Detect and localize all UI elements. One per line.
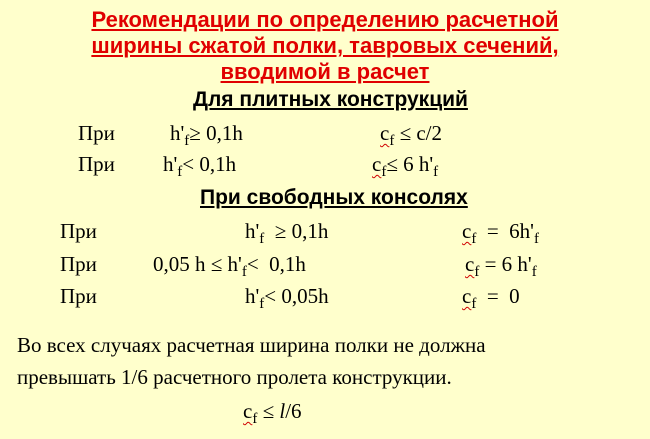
condition-rest: < 0,1h <box>246 252 306 276</box>
result <box>372 151 439 180</box>
condition <box>245 218 329 247</box>
subscript: f <box>531 264 537 280</box>
result-var: $c_f$ <box>380 121 395 149</box>
condition <box>163 151 237 180</box>
subscript: f <box>259 296 265 312</box>
result <box>462 283 520 312</box>
result <box>465 251 537 280</box>
condition <box>245 283 329 312</box>
result-rest: = 6 h' <box>479 252 532 276</box>
result-rest: ≤ 6 h' <box>386 152 434 176</box>
formula-rest: /6 <box>285 399 302 423</box>
subscript: f <box>184 133 190 149</box>
title-line-2: ширины сжатой полки, тавровых сечений, <box>91 33 559 58</box>
subscript: f <box>177 164 183 180</box>
result-var: $c_f$ <box>465 252 480 280</box>
note-line-1: Во всех случаях расчетная ширина полки не должна <box>17 333 486 357</box>
subscript: f <box>533 231 539 247</box>
title-line-3: вводимой в расчет <box>220 59 430 84</box>
subscript: f <box>433 164 439 180</box>
final-formula <box>243 398 302 427</box>
condition-var: h' <box>245 284 260 308</box>
result-rest: ≤ c/2 <box>394 121 443 145</box>
section-heading-cantilever: При свободных консолях <box>200 186 468 209</box>
condition-rest: < 0,05h <box>264 284 329 308</box>
row-label: При <box>60 252 97 276</box>
condition-rest: ≥ 0,1h <box>264 219 329 243</box>
result-rest: = 0 <box>476 284 520 308</box>
row-label: При <box>60 284 97 308</box>
result-rest: = 6h' <box>476 219 534 243</box>
result-var: $c_f$ <box>462 219 477 247</box>
title-line-1: Рекомендации по определению расчетной <box>91 7 559 32</box>
formula-rhs: l <box>279 399 286 423</box>
condition-rest: ≥ 0,1h <box>189 121 243 145</box>
row-label: При <box>78 121 115 145</box>
condition-var: 0,05 h ≤ h' <box>153 252 242 276</box>
condition <box>153 251 306 280</box>
condition <box>170 120 243 149</box>
formula-relation: ≤ <box>257 399 280 423</box>
row-label: При <box>60 219 97 243</box>
row-label: При <box>78 152 115 176</box>
condition-var: h' <box>170 121 185 145</box>
result-var: $c_f$ <box>372 152 387 180</box>
formula-var: $c_f$ <box>243 399 258 427</box>
condition-var: h' <box>163 152 178 176</box>
result <box>462 218 539 247</box>
section-heading-slab: Для плитных конструкций <box>193 88 468 111</box>
condition-rest: < 0,1h <box>182 152 237 176</box>
result <box>380 120 443 149</box>
condition-var: h' <box>245 219 260 243</box>
result-var: $c_f$ <box>462 284 477 312</box>
subscript: f <box>259 231 265 247</box>
subscript: f <box>241 264 247 280</box>
note-line-2: превышать 1/6 расчетного пролета конструкции. <box>17 365 452 389</box>
